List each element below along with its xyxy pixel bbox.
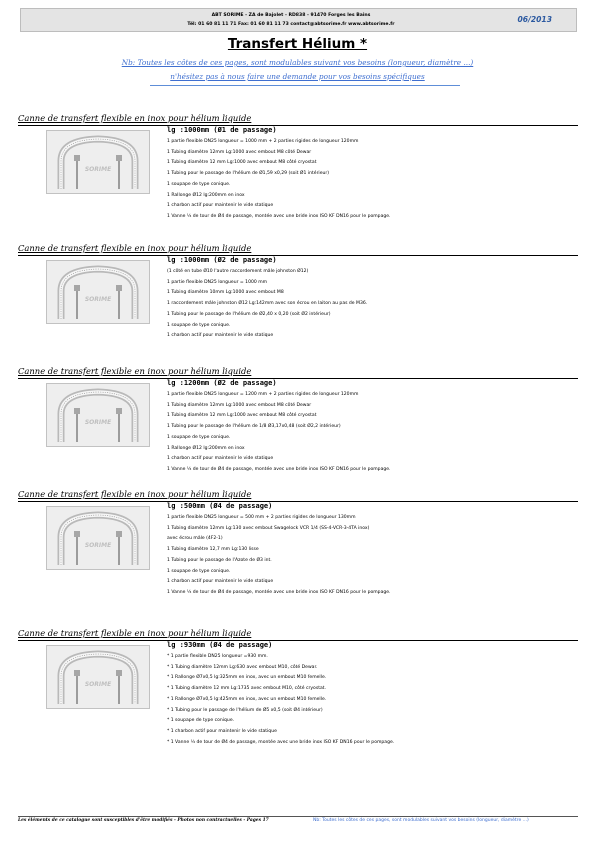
product-photo (46, 506, 150, 570)
nb-divider (150, 85, 460, 86)
model-label: lg :500mm (Ø4 de passage) (167, 502, 273, 510)
product-photo (46, 260, 150, 324)
product-section (0, 243, 595, 363)
transfer-line-illustration (47, 261, 149, 323)
section-divider (18, 378, 578, 379)
header-date: 06/2013 (517, 15, 552, 24)
nb-note-line2: n'hésitez pas à nous faire une demande pour vos besoins spécifiques (170, 72, 425, 81)
spec-line: avec écrou mâle (4F2-1) (167, 536, 223, 542)
photo-watermark: SORIME (84, 166, 112, 173)
model-label: lg :930mm (Ø4 de passage) (167, 641, 273, 649)
spec-line: 1 Tubing diamètre 12mm Lg:1000 avec embout M8 côté Dewar (167, 149, 312, 155)
spec-line: 1 partie flexible DN25 longueur = 1200 mm + 2 parties rigides de longueur 120mm (167, 392, 359, 397)
spec-line: 1 Vanne ¼ de tour de Ø4 de passage, montée avec une bride inox ISO KF DN16 pour le pompage. (167, 213, 391, 219)
product-section (0, 489, 595, 609)
product-section (0, 113, 595, 233)
footer-disclaimer: Les éléments de ce catalogue sont susceptibles d'être modifiés - Photos non contractuelles - Pages 17 (18, 818, 269, 823)
header-contact: Tél: 01 60 81 11 71 Fax: 01 60 81 11 73 contact@abtsorime.fr www.abtsorime.fr (187, 22, 395, 27)
photo-watermark: SORIME (84, 542, 112, 549)
spec-line: 1 Tubing diamètre 12mm Lg:1000 avec embout M8 côté Dewar (167, 402, 312, 408)
section-title: Canne de transfert flexible en inox pour hélium liquide (18, 113, 252, 123)
spec-line: 1 Vanne ¼ de tour de Ø4 de passage, montée avec une bride inox ISO KF DN16 pour le pompage. (167, 589, 391, 595)
spec-line: * 1 Tubing pour le passage de l'hélium de Ø5 x0,5 (soit Ø4 intérieur) (167, 707, 323, 713)
spec-line: * 1 Rallonge Ø7x0,5 lg:325mm en inox, avec un embout M10 femelle. (167, 675, 327, 681)
spec-line: 1 soupape de type conique. (167, 322, 231, 328)
transfer-line-illustration (47, 507, 149, 569)
spec-line: 1 partie flexible DN25 longueur = 1000 mm + 2 parties rigides de longueur 120mm (167, 139, 359, 144)
section-divider (18, 640, 578, 641)
spec-line: (1 côté en tube Ø10 l'autre raccordement mâle johnston Ø12) (167, 269, 309, 274)
spec-line: 1 Tubing diamètre 12mm Lg:130 avec embout Swagelock VCR 1/4 (SS-4-VCR-3-4TA inox) (167, 525, 370, 531)
spec-line: * 1 charbon actif pour maintenir le vide statique (167, 728, 277, 734)
spec-line: * 1 Vanne ¼ de tour de Ø4 de passage, montée avec une bride inox ISO KF DN16 pour le pompage. (167, 739, 395, 745)
spec-line: 1 Vanne ¼ de tour de Ø4 de passage, montée avec une bride inox ISO KF DN16 pour le pompage. (167, 466, 391, 472)
spec-list (167, 137, 391, 223)
spec-line: 1 soupape de type conique. (167, 434, 231, 440)
spec-list (167, 267, 367, 342)
product-section (0, 628, 595, 748)
model-label: lg :1000mm (Ø1 de passage) (167, 126, 277, 134)
section-title: Canne de transfert flexible en inox pour hélium liquide (18, 366, 252, 376)
footer-divider (18, 816, 578, 817)
spec-line: * 1 Rallonge Ø7x0,5 lg:425mm en inox, avec un embout M10 femelle. (167, 696, 327, 702)
transfer-line-illustration (47, 131, 149, 193)
spec-line: 1 partie flexible DN25 longueur = 1000 mm (167, 279, 268, 285)
section-divider (18, 255, 578, 256)
footer-note: Nb: Toutes les côtes de ces pages, sont modulables suivant vos besoins (longueur, diamètre ...) (313, 818, 529, 823)
spec-line: 1 Tubing pour le passage de l'hélium de 1/8 Ø3,17x0,48 (soit Ø2,2 intérieur) (167, 424, 341, 430)
spec-line: * 1 Tubing diamètre 12 mm Lg:1735 avec embout M10, côté cryostat. (167, 686, 326, 692)
spec-line: * 1 Tubing diamètre 12mm Lg:630 avec embout M10, côté Dewar. (167, 664, 318, 670)
spec-line: 1 Tubing diamètre 12 mm Lg:1000 avec embout M8 côté cryostat (167, 413, 317, 419)
product-photo (46, 383, 150, 447)
spec-list (167, 513, 391, 599)
header-address: ABT SORIME - ZA de Bajolet - RD838 - 91470 Forges les Bains (211, 13, 371, 18)
spec-line: 1 charbon actif pour maintenir le vide statique (167, 333, 274, 339)
transfer-line-illustration (47, 384, 149, 446)
page-header (20, 8, 577, 32)
product-section (0, 366, 595, 486)
spec-line: 1 Tubing diamètre 12 mm Lg:1000 avec embout M8 côté cryostat (167, 160, 317, 166)
spec-list (167, 652, 394, 748)
spec-line: 1 Rallonge Ø12 lg:200mm en inox (167, 192, 245, 198)
photo-watermark: SORIME (84, 681, 112, 688)
section-divider (18, 501, 578, 502)
model-label: lg :1000mm (Ø2 de passage) (167, 256, 277, 264)
photo-watermark: SORIME (84, 296, 112, 303)
spec-line: 1 Rallonge Ø12 lg:200mm en inox (167, 445, 245, 451)
spec-line: 1 soupape de type conique. (167, 568, 231, 574)
spec-line: * 1 partie flexible DN25 longueur =930 mm. (167, 654, 268, 659)
section-divider (18, 125, 578, 126)
spec-line: 1 Tubing pour le passage de l'hélium de Ø1,59 x0,29 (soit Ø1 intérieur) (167, 171, 330, 177)
spec-line: 1 partie flexible DN25 longueur = 500 mm + 2 parties rigides de longueur 130mm (167, 515, 356, 520)
section-title: Canne de transfert flexible en inox pour hélium liquide (18, 489, 252, 499)
spec-line: 1 charbon actif pour maintenir le vide statique (167, 579, 274, 585)
spec-line: 1 raccordement mâle johnston Ø12 Lg:142mm avec son écrou en laiton au pas de M36. (167, 301, 368, 307)
transfer-line-illustration (47, 646, 149, 708)
spec-line: 1 Tubing diamètre 10mm Lg:1000 avec embout M8 (167, 290, 284, 296)
nb-note-line1: Nb: Toutes les côtes de ces pages, sont modulables suivant vos besoins (longueur, diamètre ...) (121, 58, 474, 67)
spec-line: 1 charbon actif pour maintenir le vide statique (167, 456, 274, 462)
photo-watermark: SORIME (84, 419, 112, 426)
spec-line: 1 Tubing pour le passage de l'Azote de Ø3 int. (167, 557, 272, 563)
page-title: Transfert Hélium * (227, 36, 368, 52)
section-title: Canne de transfert flexible en inox pour hélium liquide (18, 243, 252, 253)
spec-list (167, 390, 391, 476)
spec-line: 1 Tubing diamètre 12,7 mm Lg:130 lisse (167, 547, 259, 553)
model-label: lg :1200mm (Ø2 de passage) (167, 379, 277, 387)
product-photo (46, 130, 150, 194)
spec-line: 1 soupape de type conique. (167, 181, 231, 187)
spec-line: 1 Tubing pour le passage de l'hélium de Ø2,40 x 0,20 (soit Ø2 intérieur) (167, 311, 331, 317)
spec-line: 1 charbon actif pour maintenir le vide statique (167, 203, 274, 209)
product-photo (46, 645, 150, 709)
spec-line: * 1 soupape de type conique. (167, 718, 235, 724)
section-title: Canne de transfert flexible en inox pour hélium liquide (18, 628, 252, 638)
